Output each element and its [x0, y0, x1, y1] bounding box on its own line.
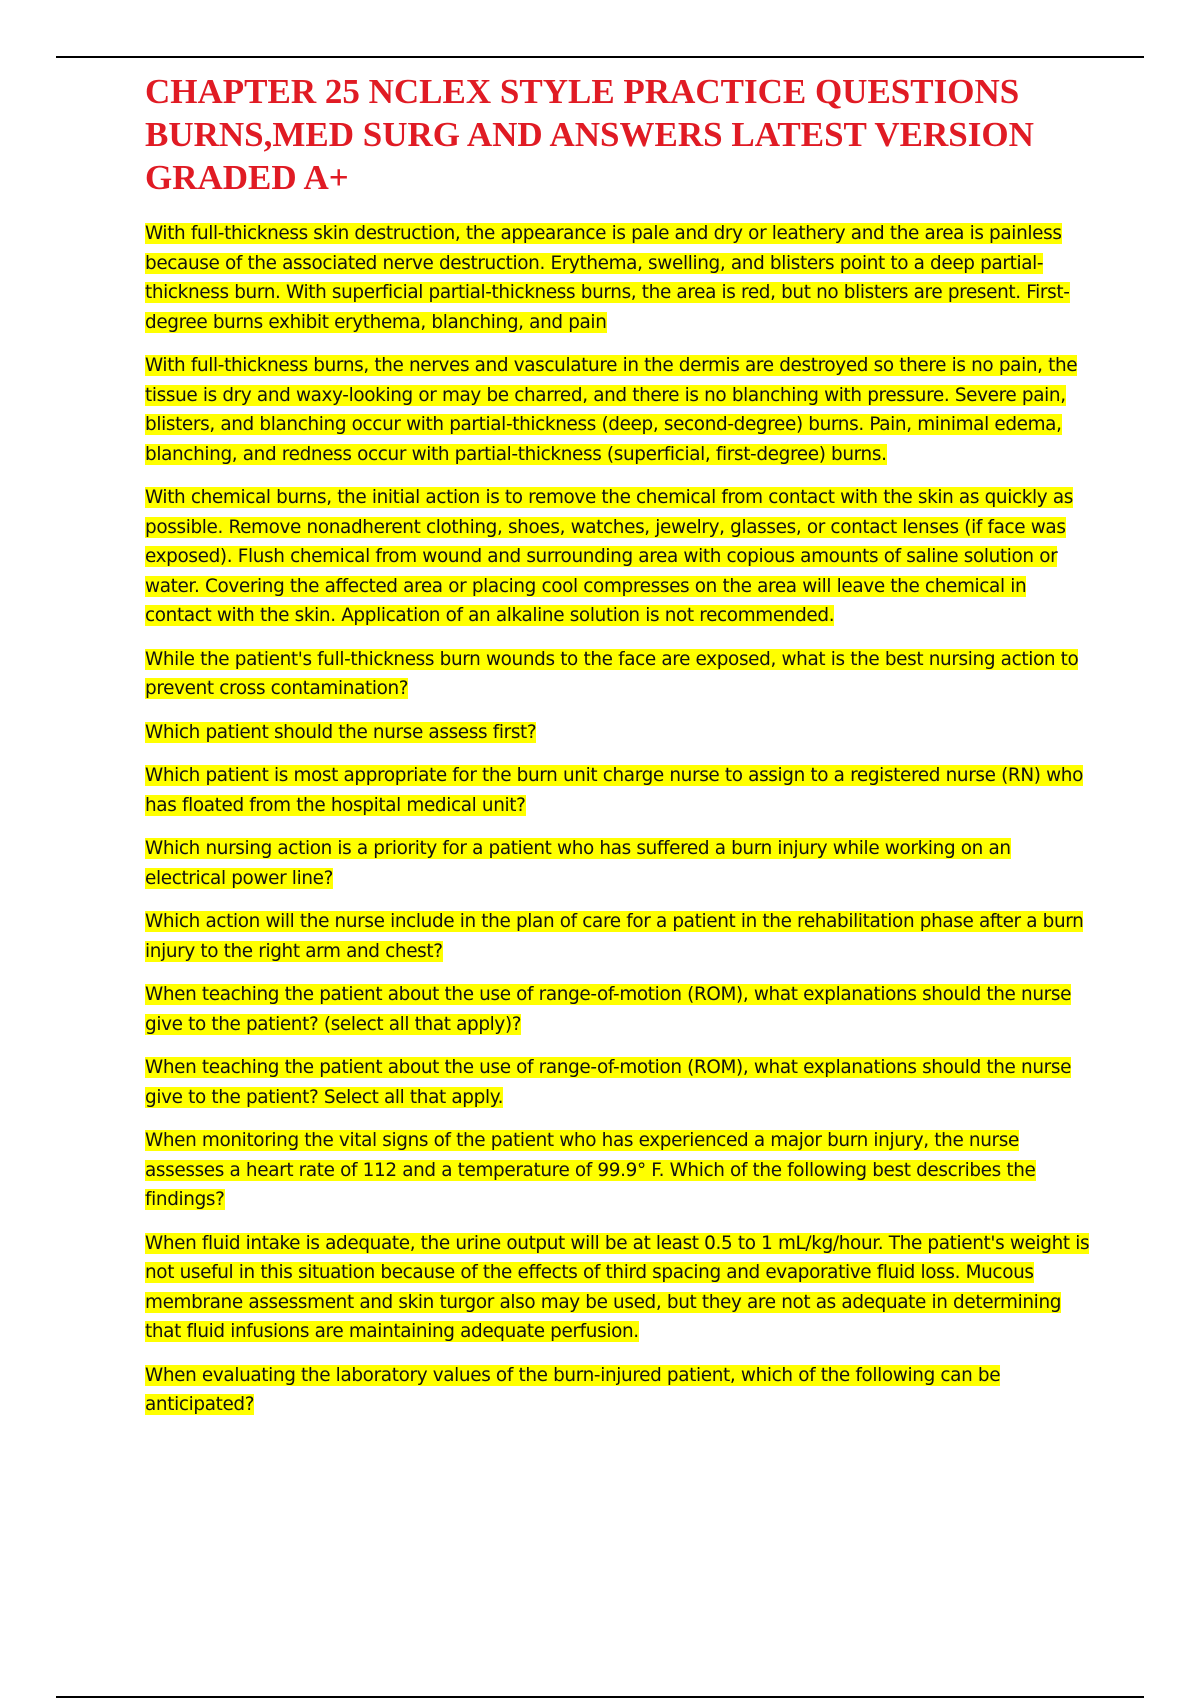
- paragraph-5: [145, 718, 1095, 748]
- paragraph-13: [145, 1361, 1095, 1420]
- paragraph-text: Which nursing action is a priority for a patient who has suffered a burn injury while working on an electrical power line?: [145, 838, 1011, 889]
- paragraph-text: When fluid intake is adequate, the urine output will be at least 0.5 to 1 mL/kg/hour. The patient's weight is not useful in this situation because of the effects of third spacing and evaporative fluid loss. Mucous membrane assessment and skin turgor also may be used, but they are not as adequate in determining that fluid infusions are maintaining adequate perfusion.: [145, 1232, 1090, 1342]
- paragraph-9: [145, 980, 1095, 1039]
- paragraph-8: [145, 907, 1095, 966]
- paragraph-text: When monitoring the vital signs of the patient who has experienced a major burn injury, the nurse assesses a heart rate of 112 and a temperature of 99.9° F. Which of the following best describes the findings?: [145, 1130, 1036, 1210]
- document-body: [145, 70, 1095, 1434]
- paragraph-text: When teaching the patient about the use of range-of-motion (ROM), what explanations should the nurse give to the patient? Select all that apply.: [145, 1057, 1072, 1108]
- top-rule: [56, 56, 1144, 58]
- paragraph-12: [145, 1229, 1095, 1347]
- paragraph-7: [145, 834, 1095, 893]
- paragraph-11: [145, 1126, 1095, 1215]
- paragraph-text: Which patient is most appropriate for the burn unit charge nurse to assign to a registered nurse (RN) who has floated from the hospital medical unit?: [145, 765, 1083, 816]
- paragraph-text: When teaching the patient about the use of range-of-motion (ROM), what explanations should the nurse give to the patient? (select all that apply)?: [145, 984, 1072, 1035]
- paragraph-text: Which action will the nurse include in the plan of care for a patient in the rehabilitation phase after a burn injury to the right arm and chest?: [145, 911, 1084, 962]
- document-title: CHAPTER 25 NCLEX STYLE PRACTICE QUESTIONS BURNS,MED SURG AND ANSWERS LATEST VERSION GRADED A+: [145, 72, 1034, 197]
- paragraph-text: Which patient should the nurse assess first?: [145, 721, 537, 743]
- paragraph-6: [145, 761, 1095, 820]
- paragraph-10: [145, 1053, 1095, 1112]
- bottom-rule: [56, 1696, 1144, 1698]
- paragraph-text: With full-thickness burns, the nerves and vasculature in the dermis are destroyed so there is no pain, the tissue is dry and waxy-looking or may be charred, and there is no blanching with pressure. Severe pain, blisters, and blanching occur with partial-thickness (deep, second-degree) burns. Pain, minimal edema, blanching, and redness occur with partial-thickness (superficial, first-degree) burns.: [145, 355, 1078, 465]
- paragraph-3: [145, 483, 1095, 631]
- paragraph-1: [145, 219, 1095, 337]
- paragraph-text: With chemical burns, the initial action is to remove the chemical from contact with the skin as quickly as possible. Remove nonadherent clothing, shoes, watches, jewelry, glasses, or contact lenses (if face was exposed). Flush chemical from wound and surrounding area with copious amounts of saline solution or water. Covering the affected area or placing cool compresses on the area will leave the chemical in contact with the skin. Application of an alkaline solution is not recommended.: [145, 487, 1073, 626]
- paragraph-text: With full-thickness skin destruction, the appearance is pale and dry or leathery and the area is painless because of the associated nerve destruction. Erythema, swelling, and blisters point to a deep partial-thickness burn. With superficial partial-thickness burns, the area is red, but no blisters are present. First-degree burns exhibit erythema, blanching, and pain: [145, 223, 1070, 333]
- paragraph-2: [145, 351, 1095, 469]
- paragraph-4: [145, 645, 1095, 704]
- paragraph-text: While the patient's full-thickness burn wounds to the face are exposed, what is the best nursing action to prevent cross contamination?: [145, 648, 1079, 699]
- paragraph-text: When evaluating the laboratory values of the burn-injured patient, which of the following can be anticipated?: [145, 1364, 1001, 1415]
